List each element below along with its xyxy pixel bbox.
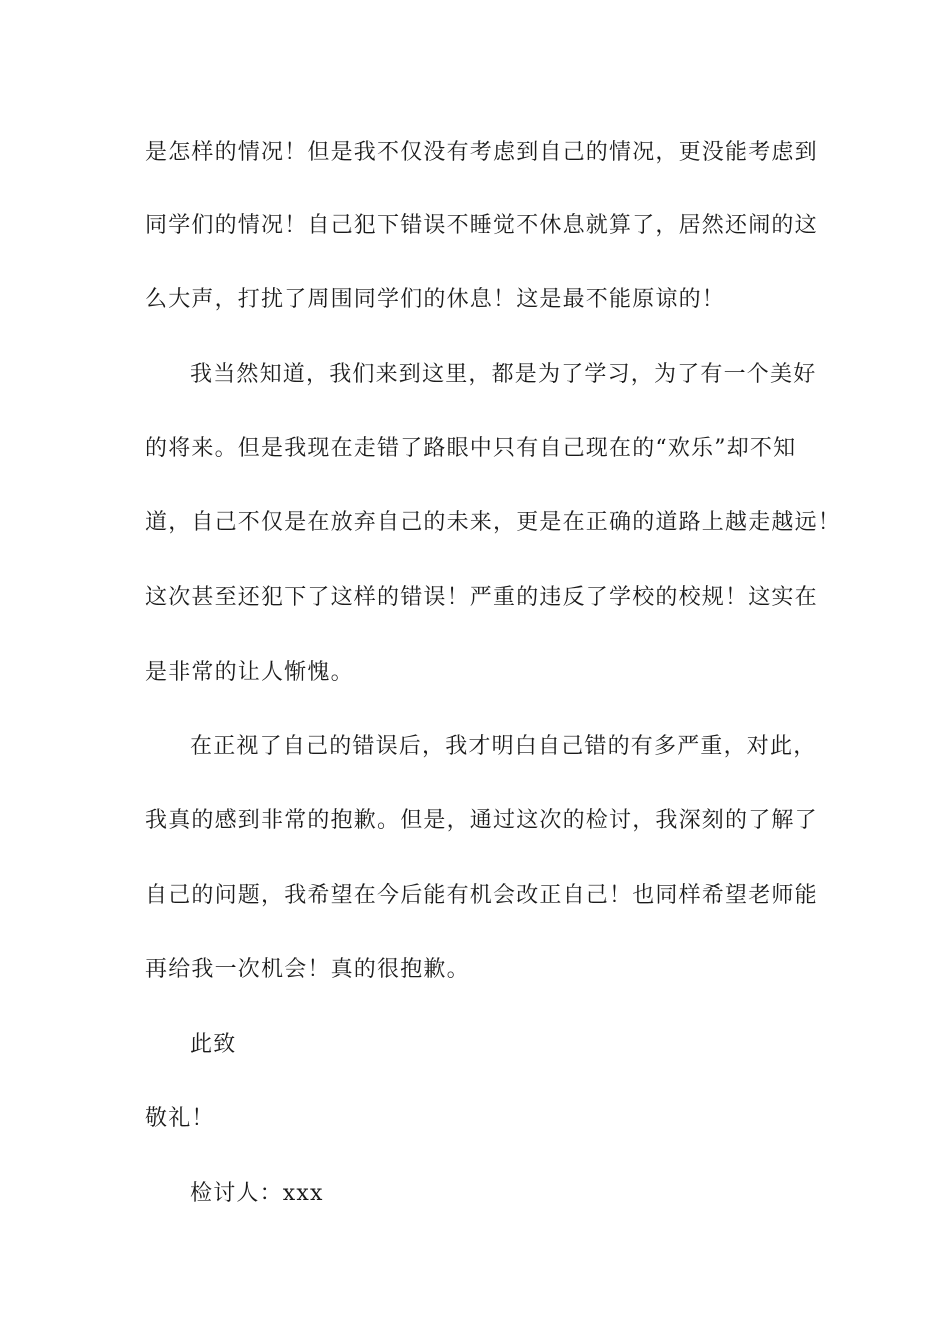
closing-text: 此致 xyxy=(190,1032,237,1057)
paragraph-line: 我当然知道，我们来到这里，都是为了学习，为了有一个美好 xyxy=(190,362,817,387)
paragraph-line: 么大声，打扰了周围同学们的休息！这是最不能原谅的！ xyxy=(145,287,726,312)
paragraph-line: 我真的感到非常的抱歉。但是，通过这次的检讨，我深刻的了解了 xyxy=(145,808,818,833)
paragraph-line: 这次甚至还犯下了这样的错误！严重的违反了学校的校规！这实在 xyxy=(145,585,818,610)
paragraph-line: 是非常的让人惭愧。 xyxy=(145,660,354,685)
paragraph-line: 再给我一次机会！真的很抱歉。 xyxy=(145,957,470,982)
paragraph-line: 自己的问题，我希望在今后能有机会改正自己！也同样希望老师能 xyxy=(145,883,818,908)
paragraph-line: 同学们的情况！自己犯下错误不睡觉不休息就算了，居然还闹的这 xyxy=(145,213,818,238)
signature-text: 检讨人：xxx xyxy=(190,1181,324,1206)
paragraph-line: 在正视了自己的错误后，我才明白自己错的有多严重，对此， xyxy=(190,734,817,759)
salute-text: 敬礼！ xyxy=(145,1106,215,1131)
paragraph-line: 是怎样的情况！但是我不仅没有考虑到自己的情况，更没能考虑到 xyxy=(145,140,818,165)
paragraph-line: 的将来。但是我现在走错了路眼中只有自己现在的“欢乐”却不知 xyxy=(145,436,797,461)
paragraph-line: 道，自己不仅是在放弃自己的未来，更是在正确的道路上越走越远！ xyxy=(145,510,842,535)
